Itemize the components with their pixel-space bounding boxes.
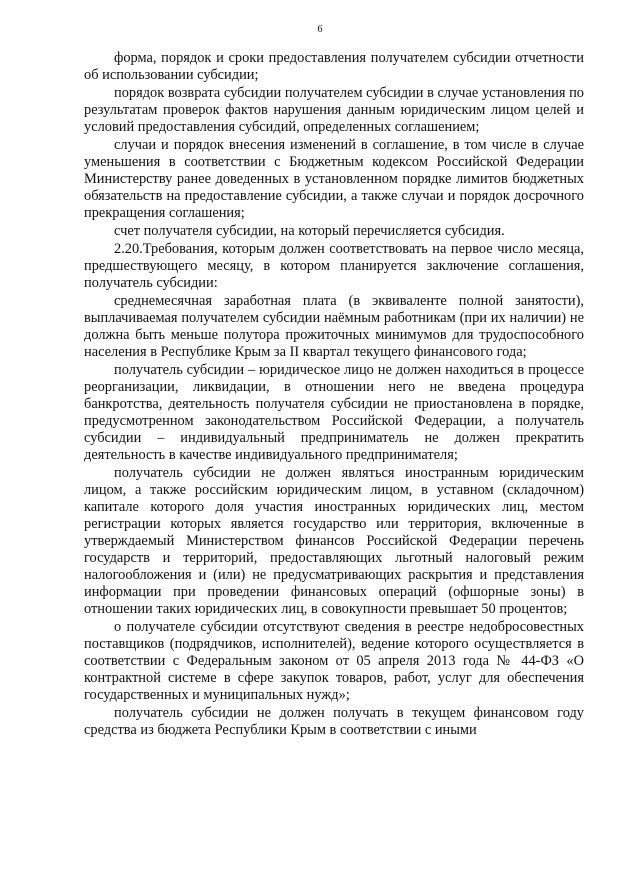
paragraph-reporting: форма, порядок и сроки предоставления получателем субсидии отчетности об использовании субсидии; [84,50,584,83]
paragraph-return-procedure: порядок возврата субсидии получателем субсидии в случае установления по результатам проверок фактов нарушения данным юридическим лицом целей и условий предоставления субсидий, определенных соглашением; [84,85,584,135]
document-body [84,50,584,739]
paragraph-recipient-account: счет получателя субсидии, на который перечисляется субсидия. [114,223,505,239]
paragraph-supplier-registry: о получателе субсидии отсутствуют сведения в реестре недобросовестных поставщиков (подрядчиков, исполнителей), ведение которого осуществляется в соответствии с Федеральным законом от 05 апреля 2013 года № 44-ФЗ «О контрактной системе в сфере закупок товаров, работ, услуг для обеспечения государственных и муниципальных нужд»; [84,619,584,703]
paragraph-reorganization: получатель субсидии – юридическое лицо не должен находиться в процессе реорганизации, ликвидации, в отношении него не введена процедура банкротства, деятельность получателя субсидии не приостановлена в порядке, предусмотренном законодательством Российской Федерации, а получатель субсидии – индивидуальный предприниматель не должен прекратить деятельность в качестве индивидуального предпринимателя; [84,362,584,463]
paragraph-other-funds: получатель субсидии не должен получать в текущем финансовом году средства из бюджета Республики Крым в соответствии с иными [84,705,584,738]
paragraph-average-salary: среднемесячная заработная плата (в эквиваленте полной занятости), выплачиваемая получателем субсидии наёмным работникам (при их наличии) не должна быть меньше полутора прожиточных минимумов для трудоспособного населения в Республике Крым за II квартал текущего финансового года; [84,293,584,360]
paragraph-agreement-changes: случаи и порядок внесения изменений в соглашение, в том числе в случае уменьшения в соответствии с Бюджетным кодексом Российской Федерации Министерству ранее доведенных в установленном порядке лимитов бюджетных обязательств на предоставление субсидии, а также случаи и порядок досрочного прекращения соглашения; [84,137,584,221]
paragraph-requirements-heading: 2.20.Требования, которым должен соответствовать на первое число месяца, предшествующего месяцу, в котором планируется заключение соглашения, получатель субсидии: [84,241,584,291]
page-number: 6 [317,24,323,35]
paragraph-foreign-entity: получатель субсидии не должен являться иностранным юридическим лицом, а также российским юридическим лицом, в уставном (складочном) капитале которого доля участия иностранных юридических лиц, местом регистрации которых является государство или территория, включенные в утверждаемый Министерством финансов Российской Федерации перечень государств и территорий, предоставляющих льготный налоговый режим налогообложения и (или) не предусматривающих раскрытия и представления информации при проведении финансовых операций (офшорные зоны) в отношении таких юридических лиц, в совокупности превышает 50 процентов; [84,465,584,617]
